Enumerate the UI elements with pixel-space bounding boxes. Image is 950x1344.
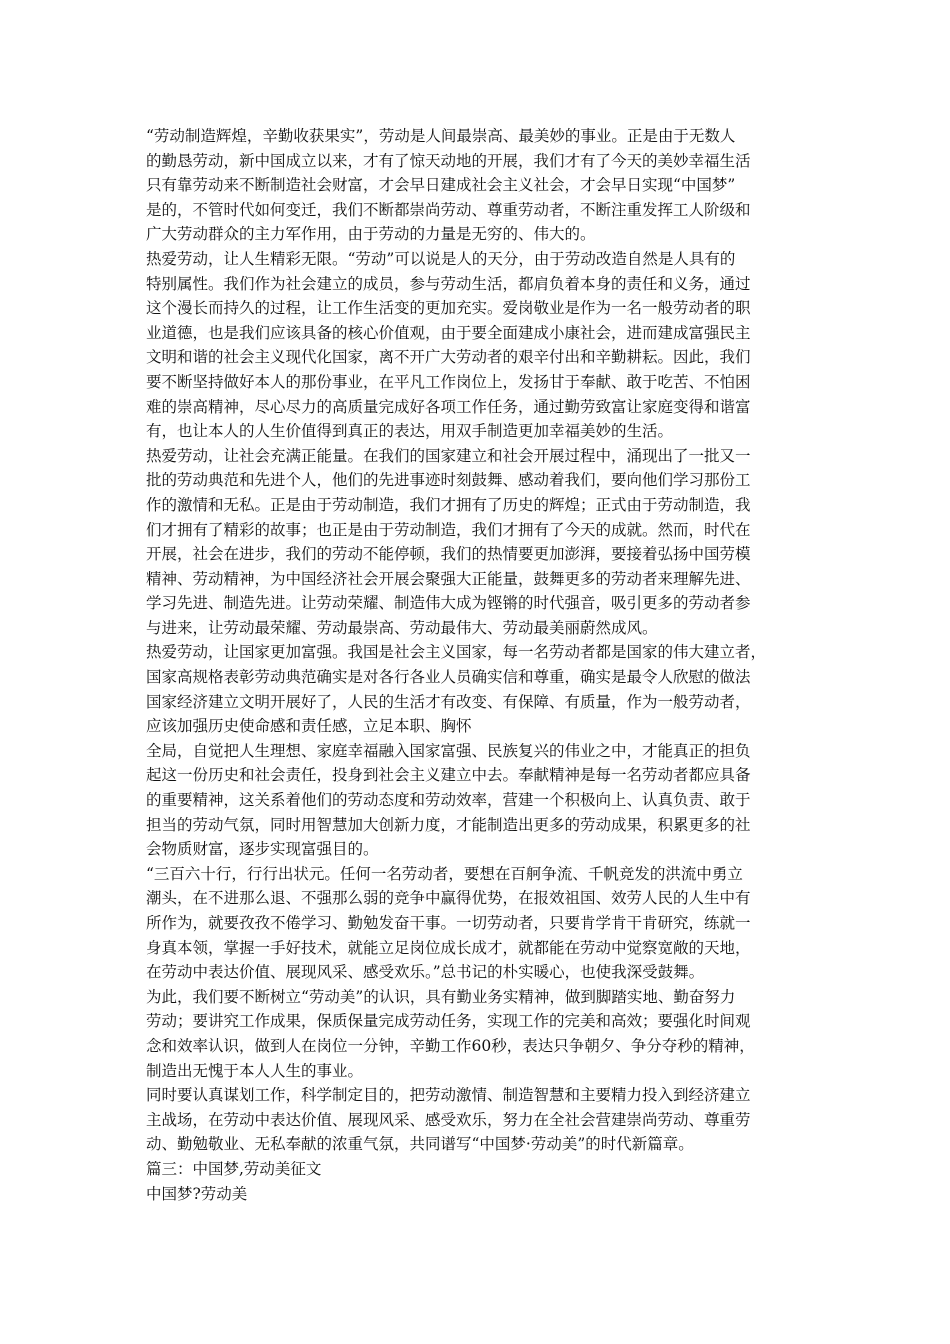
text-line: 国家高规格表彰劳动典范确实是对各行各业人员确实信和尊重，确实是最令人欣慰的做法 [146, 668, 751, 687]
text-line: 劳动；要讲究工作成果，保质保量完成劳动任务，实现工作的完美和高效；要强化时间观 [146, 1012, 751, 1031]
text-line: 所作为，就要孜孜不倦学习、勤勉发奋干事。一切劳动者，只要肯学肯干肯研究，练就一 [146, 914, 751, 932]
text-line: 精神、劳动精神，为中国经济社会开展会聚强大正能量，鼓舞更多的劳动者来理解先进、 [146, 569, 751, 588]
text-line: 潮头，在不进那么退、不强那么弱的竞争中赢得优势，在报效祖国、效劳人民的人生中有 [146, 889, 751, 908]
text-line: 同时要认真谋划工作，科学制定目的，把劳动激情、制造智慧和主要精力投入到经济建立 [146, 1086, 751, 1105]
text-line: 热爱劳动，让国家更加富强。我国是社会主义国家，每一名劳动者都是国家的伟大建立者， [146, 643, 767, 662]
text-line: 国家经济建立文明开展好了，人民的生活才有改变、有保障、有质量，作为一般劳动者， [146, 692, 751, 711]
text-line: “三百六十行，行行出状元。任何一名劳动者，要想在百舸争流、千帆竞发的洪流中勇立 [146, 864, 743, 883]
text-line: 应该加强历史使命感和责任感，立足本职、胸怀 [146, 717, 472, 736]
text-line: 主战场，在劳动中表达价值、展现风采、感受欢乐，努力在全社会营建崇尚劳动、尊重劳 [146, 1110, 751, 1129]
text-line: 作的激情和无私。正是由于劳动制造，我们才拥有了历史的辉煌；正式由于劳动制造，我 [146, 495, 751, 514]
text-line: “劳动制造辉煌，辛勤收获果实”，劳动是人间最崇高、最美妙的事业。正是由于无数人 [146, 127, 736, 145]
text-line: 的勤恳劳动，新中国成立以来，才有了惊天动地的开展，我们才有了今天的美妙幸福生活 [146, 151, 751, 170]
text-line: 只有靠劳动来不断制造社会财富，才会早日建成社会主义社会，才会早日实现“中国梦” [146, 176, 736, 195]
text-line: 特别属性。我们作为社会建立的成员，参与劳动生活，都肩负着本身的责任和义务，通过 [146, 274, 751, 293]
text-line: 这个漫长而持久的过程，让工作生活变的更加充实。爱岗敬业是作为一名一般劳动者的职 [146, 299, 751, 318]
text-line: 与进来，让劳动最荣耀、劳动最崇高、劳动最伟大、劳动最美丽蔚然成风。 [146, 618, 658, 637]
text-line: 业道德，也是我们应该具备的核心价值观，由于要全面建成小康社会，进而建成富强民主 [146, 323, 751, 342]
text-line: 热爱劳动，让人生精彩无限。“劳动”可以说是人的天分，由于劳动改造自然是人具有的 [146, 249, 736, 268]
text-line: 文明和谐的社会主义现代化国家，离不开广大劳动者的艰辛付出和辛勤耕耘。因此，我们 [146, 348, 751, 367]
text-line: 起这一份历史和社会责任，投身到社会主义建立中去。奉献精神是每一名劳动者都应具备 [146, 766, 751, 785]
text-line: 的重要精神，这关系着他们的劳动态度和劳动效率，营建一个积极向上、认真负责、敢于 [146, 791, 751, 810]
section-heading: 篇三：中国梦,劳动美征文 [146, 1159, 322, 1178]
text-line: 广大劳动群众的主力军作用，由于劳动的力量是无穷的、伟大的。 [146, 225, 596, 244]
text-line: 批的劳动典范和先进个人，他们的先进事迹时刻鼓舞、感动着我们，要向他们学习那份工 [146, 471, 751, 490]
text-line: 身真本领，掌握一手好技术，就能立足岗位成长成才，就都能在劳动中觉察宽敞的天地， [146, 938, 751, 957]
text-line: 为此，我们要不断树立“劳动美”的认识，具有勤业务实精神，做到脚踏实地、勤奋努力 [146, 987, 736, 1006]
text-line: 是的，不管时代如何变迁，我们不断都崇尚劳动、尊重劳动者，不断注重发挥工人阶级和 [146, 200, 751, 219]
text-line: 有，也让本人的人生价值得到真正的表达，用双手制造更加幸福美妙的生活。 [146, 422, 674, 441]
text-line: 会物质财富，逐步实现富强目的。 [146, 840, 379, 859]
text-line: 制造出无愧于本人人生的事业。 [146, 1061, 364, 1080]
text-line: 念和效率认识，做到人在岗位一分钟，辛勤工作60秒，表达只争朝夕、争分夺秒的精神， [146, 1036, 755, 1055]
text-line: 要不断坚持做好本人的那份事业，在平凡工作岗位上，发扬甘于奉献、敢于吃苦、不怕困 [146, 372, 751, 391]
text-line: 热爱劳动，让社会充满正能量。在我们的国家建立和社会开展过程中，涌现出了一批又一 [146, 446, 751, 465]
text-line: 担当的劳动气氛，同时用智慧加大创新力度，才能制造出更多的劳动成果，积累更多的社 [146, 815, 751, 834]
text-line: 在劳动中表达价值、展现风采、感受欢乐。”总书记的朴实暖心，也使我深受鼓舞。 [146, 963, 705, 982]
text-line: 难的崇高精神，尽心尽力的高质量完成好各项工作任务，通过勤劳致富让家庭变得和谐富 [146, 397, 751, 416]
text-line: 开展，社会在进步，我们的劳动不能停顿，我们的热情要更加澎湃，要接着弘扬中国劳模 [146, 545, 751, 564]
text-line: 全局，自觉把人生理想、家庭幸福融入国家富强、民族复兴的伟业之中，才能真正的担负 [146, 741, 751, 760]
text-line: 们才拥有了精彩的故事；也正是由于劳动制造，我们才拥有了今天的成就。然而，时代在 [146, 520, 751, 539]
text-line: 学习先进、制造先进。让劳动荣耀、制造伟大成为铿锵的时代强音，吸引更多的劳动者参 [146, 594, 751, 613]
text-line: 动、勤勉敬业、无私奉献的浓重气氛，共同谱写“中国梦·劳动美”的时代新篇章。 [146, 1135, 694, 1154]
document-body [146, 124, 814, 1206]
article-title: 中国梦?劳动美 [146, 1184, 248, 1203]
